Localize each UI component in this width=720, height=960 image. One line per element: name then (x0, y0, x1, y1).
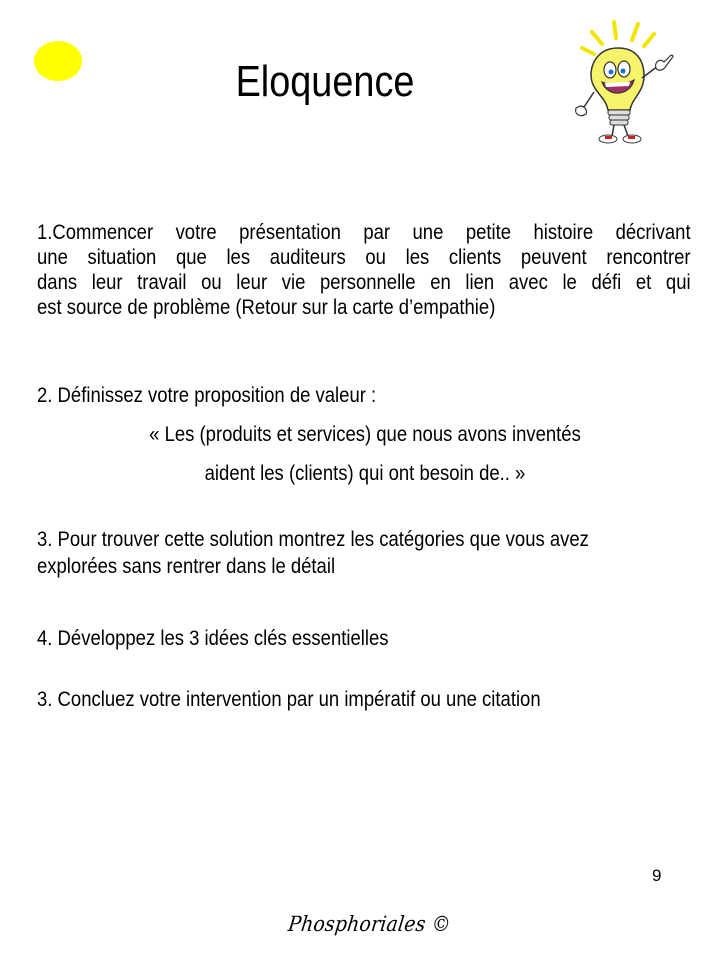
point-5-line: 3. Concluez votre intervention par un impératif ou une citation (37, 687, 541, 711)
point-1-line: 1.Commencer votre présentation par une petite histoire décrivant (37, 220, 691, 244)
point-4-line: 4. Développez les 3 idées clés essentielles (37, 626, 389, 650)
slide-title: Eloquence (235, 57, 415, 106)
point-1-line: une situation que les auditeurs ou les clients peuvent rencontrer (37, 245, 691, 269)
point-2-heading: 2. Définissez votre proposition de valeur : (37, 383, 377, 407)
point-1-line: dans leur travail ou leur vie personnelle en lien avec le défi et qui (37, 270, 691, 294)
point-1-line: est source de problème (Retour sur la carte d’empathie) (37, 295, 496, 319)
point-1-paragraph (37, 220, 691, 320)
point-3-line: explorées sans rentrer dans le détail (37, 554, 336, 578)
value-proposition-quote-line: aident les (clients) qui ont besoin de.. » (204, 461, 526, 485)
point-3-line: 3. Pour trouver cette solution montrez les catégories que vous avez (37, 527, 589, 551)
lightbulb-mascot-icon (572, 18, 684, 148)
page-number: 9 (652, 866, 662, 885)
value-proposition-quote-line: « Les (produits et services) que nous avons inventés (149, 422, 581, 446)
footer-signature: Phosphoriales © (286, 912, 453, 936)
yellow-dot (34, 41, 82, 81)
